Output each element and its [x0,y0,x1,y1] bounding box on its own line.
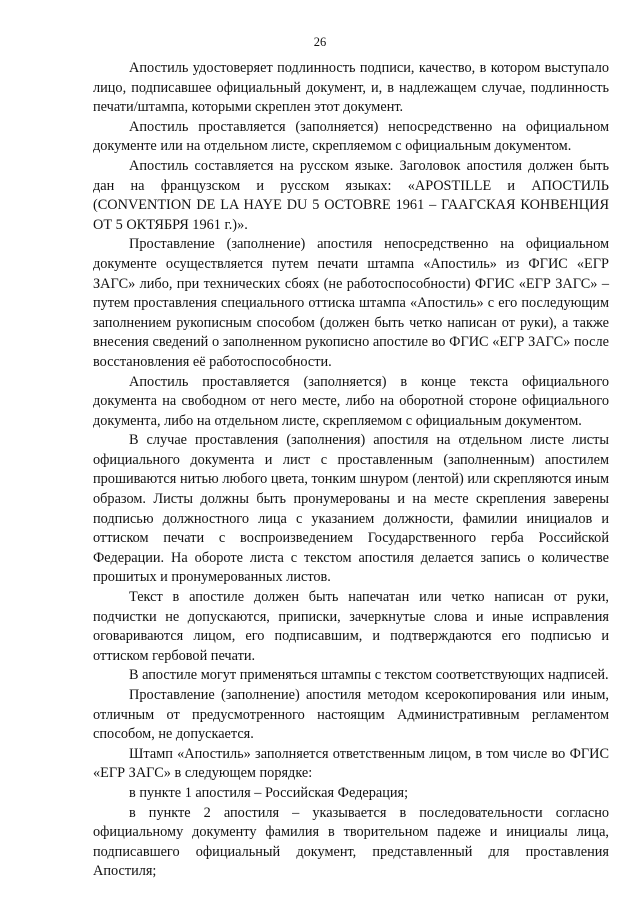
paragraph-separate-sheet-binding: В случае проставления (заполнения) апостиля на отдельном листе листы официального документа и лист с проставленным (заполненным) апостилем прошиваются нитью любого цвета, тонким шнуром (лентой) или скрепляются иным образом. Листы должны быть пронумерованы и на месте скрепления заверены подписью должностного лица с указанием должности, фамилии инициалов и оттиском печати с воспроизведением Государственного герба Российской Федерации. На обороте листа с текстом апостиля делается запись о количестве прошитых и пронумерованных листов. [93,432,609,586]
paragraph-stamp-filling-order: Штамп «Апостиль» заполняется ответственным лицом, в том числе во ФГИС «ЕГР ЗАГС» в следующем порядке: [93,745,609,782]
document-body [93,59,609,882]
paragraph-item-1: в пункте 1 апостиля – Российская Федерация; [129,784,409,801]
paragraph-stamps-allowed: В апостиле могут применяться штампы с текстом соответствующих надписей. [129,667,609,684]
paragraph-item-2: в пункте 2 апостиля – указывается в последовательности согласно официальному документу фамилия в творительном падеже и инициалы лица, подписавшего официальный документ, представленный для проставления Апостиля; [93,804,609,880]
paragraph-apostille-location: Апостиль проставляется (заполняется) в конце текста официального документа на свободном от него месте, либо на оборотной стороне официального документа, либо на отдельном листе, скрепляемом с официальным документом. [93,373,609,429]
paragraph-apostille-stamp-printing: Проставление (заполнение) апостиля непосредственно на официальном документе осуществляется путем печати штампа «Апостиль» из ФГИС «ЕГР ЗАГС» либо, при технических сбоях (не работоспособности) ФГИС «ЕГР ЗАГС» – путем проставления специального оттиска штампа «Апостиль» с его последующим заполнением рукописным способом (должен быть четко написан от руки), а также внесения сведений о заполненном рукописно апостиле во ФГИС «ЕГР ЗАГС» после восстановления её работоспособности. [93,236,609,370]
paragraph-apostille-placement: Апостиль проставляется (заполняется) непосредственно на официальном документе или на отдельном листе, скрепляемом с официальным документом. [93,118,609,155]
page-number: 26 [313,35,327,49]
paragraph-apostille-certifies: Апостиль удостоверяет подлинность подписи, качество, в котором выступало лицо, подписавшее официальный документ, и, в надлежащем случае, подлинность печати/штампа, которыми скреплен этот документ. [93,60,609,116]
paragraph-apostille-language: Апостиль составляется на русском языке. Заголовок апостиля должен быть дан на французском и русском языках: «APOSTILLE и АПОСТИЛЬ (CONVENTION DE LA HAYE DU 5 OCTOBRE 1961 – ГААГСКАЯ КОНВЕНЦИЯ ОТ 5 ОКТЯБРЯ 1961 г.)». [93,157,609,233]
paragraph-text-requirements: Текст в апостиле должен быть напечатан или четко написан от руки, подчистки не допускаются, приписки, зачеркнутые слова и иные исправления оговариваются лицом, его подписавшим, и подтверждаются его подписью и оттиском гербовой печати. [93,589,609,664]
paragraph-photocopy-prohibited: Проставление (заполнение) апостиля методом ксерокопирования или иным, отличным от предусмотренного настоящим Административным регламентом способом, не допускается. [93,687,609,743]
